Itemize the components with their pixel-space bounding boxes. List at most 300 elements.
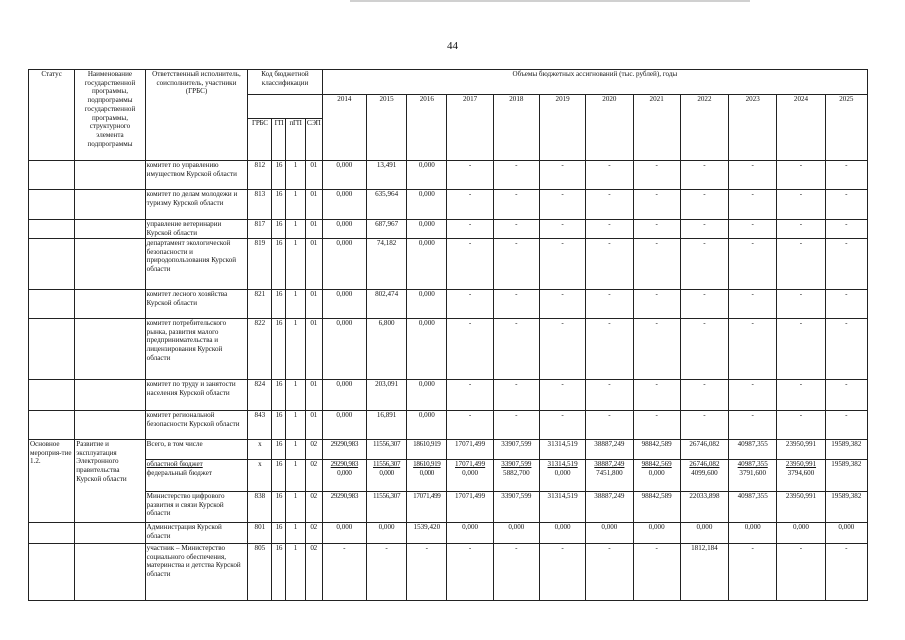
- value-cell: -: [493, 220, 539, 239]
- value-cell: 38887,249: [586, 492, 633, 523]
- value-cell: -: [586, 220, 633, 239]
- value-cell: 0,000: [680, 523, 728, 544]
- value-cell: 0,000: [322, 239, 366, 290]
- code-cell: 16: [272, 319, 286, 380]
- regional-value: 31314,519: [547, 460, 578, 468]
- value-cell: -: [729, 161, 777, 190]
- header-code-col: пГП: [286, 119, 305, 161]
- total-value: 98842,589: [633, 440, 680, 460]
- header-year: 2023: [729, 95, 777, 161]
- table-row: [29, 411, 868, 440]
- header-code-spacer: [248, 95, 322, 119]
- value-cell: -: [680, 190, 728, 220]
- regional-value: 29290,983: [330, 460, 359, 468]
- federal-value: 0,000: [554, 468, 571, 477]
- code-cell: 1: [286, 440, 305, 460]
- regional-value: 23950,991: [785, 460, 817, 468]
- value-cell: 74,182: [366, 239, 406, 290]
- value-cell: 0,000: [407, 380, 447, 411]
- status-cell: [29, 239, 75, 290]
- executor-cell: комитет лесного хозяйства Курской области: [145, 290, 248, 319]
- value-cell: 16,891: [366, 411, 406, 440]
- status-cell: [29, 523, 75, 544]
- code-cell: 01: [305, 380, 322, 411]
- total-value: 38887,249: [586, 440, 633, 460]
- code-cell: 1: [286, 492, 305, 523]
- value-cell: -: [825, 290, 867, 319]
- total-value: 18610,919: [407, 440, 447, 460]
- federal-value: 7451,800: [596, 468, 623, 477]
- name-cell: [75, 544, 145, 601]
- value-cell: 203,091: [366, 380, 406, 411]
- code-cell: 16: [272, 220, 286, 239]
- value-cell: 1812,184: [680, 544, 728, 601]
- regional-value: 17071,499: [455, 460, 486, 468]
- value-cell: -: [586, 290, 633, 319]
- federal-value: 0,000: [379, 468, 394, 477]
- budget-split-cell: [366, 460, 406, 492]
- value-cell: -: [825, 319, 867, 380]
- value-cell: -: [633, 411, 680, 440]
- value-cell: 23950,991: [777, 492, 825, 523]
- budget-split-cell: [633, 460, 680, 492]
- value-cell: 0,000: [633, 523, 680, 544]
- value-cell: 11556,307: [366, 492, 406, 523]
- value-cell: 0,000: [407, 161, 447, 190]
- table-row: [29, 544, 868, 601]
- value-cell: -: [407, 544, 447, 601]
- value-cell: -: [680, 220, 728, 239]
- code-cell: 16: [272, 190, 286, 220]
- code-cell: 824: [248, 380, 272, 411]
- code-cell: 805: [248, 544, 272, 601]
- code-cell: 16: [272, 523, 286, 544]
- value-cell: -: [586, 190, 633, 220]
- federal-value: 0,000: [419, 468, 435, 477]
- value-cell: -: [777, 190, 825, 220]
- code-cell: 1: [286, 190, 305, 220]
- code-cell: 16: [272, 492, 286, 523]
- code-cell: 01: [305, 220, 322, 239]
- header-year: 2021: [633, 95, 680, 161]
- code-cell: 01: [305, 161, 322, 190]
- code-cell: 1: [286, 460, 305, 492]
- code-cell: 01: [305, 290, 322, 319]
- value-cell: -: [729, 239, 777, 290]
- budget-split-row: [29, 460, 868, 492]
- federal-value: 0,000: [648, 468, 665, 477]
- regional-budget-label: областной бюджет: [146, 460, 203, 468]
- executor-cell: управление ветеринарии Курской области: [145, 220, 248, 239]
- value-cell: -: [777, 380, 825, 411]
- value-cell: -: [539, 190, 585, 220]
- value-cell: 17071,499: [407, 492, 447, 523]
- value-cell: -: [493, 190, 539, 220]
- header-year: 2025: [825, 95, 867, 161]
- code-cell: 02: [305, 544, 322, 601]
- budget-table: [28, 69, 868, 601]
- value-cell: -: [729, 220, 777, 239]
- name-cell: [75, 523, 145, 544]
- value-cell: -: [539, 220, 585, 239]
- value-cell: 0,000: [825, 523, 867, 544]
- value-cell: 0,000: [322, 290, 366, 319]
- value-cell: -: [777, 239, 825, 290]
- executor-cell: департамент экологической безопасности и природопользования Курской области: [145, 239, 248, 290]
- measure-total-row: [29, 440, 868, 460]
- header-year: 2019: [539, 95, 585, 161]
- value-cell: -: [493, 380, 539, 411]
- code-cell: 16: [272, 161, 286, 190]
- value-cell: -: [493, 290, 539, 319]
- name-cell: [75, 290, 145, 319]
- value-cell: -: [447, 190, 493, 220]
- executor-cell: комитет по управлению имуществом Курской области: [145, 161, 248, 190]
- value-cell: -: [825, 239, 867, 290]
- value-cell: 0,000: [366, 523, 406, 544]
- regional-value: 11556,307: [373, 460, 401, 468]
- code-cell: 1: [286, 290, 305, 319]
- value-cell: 6,800: [366, 319, 406, 380]
- code-cell: 02: [305, 460, 322, 492]
- value-cell: 0,000: [407, 290, 447, 319]
- federal-value: 5882,700: [503, 468, 530, 477]
- federal-value: 3794,600: [787, 468, 815, 477]
- value-cell: -: [493, 411, 539, 440]
- value-cell: 98842,589: [633, 492, 680, 523]
- executor-cell: Министерство цифрового развития и связи Курской области: [145, 492, 248, 523]
- header-status: Статус: [29, 70, 75, 161]
- status-cell: [29, 319, 75, 380]
- measure-status: Основное мероприя-тие 1.2.: [29, 440, 75, 523]
- regional-value: 26746,082: [689, 460, 720, 468]
- budget-split-cell: [729, 460, 777, 492]
- header-name: Наименование государственной программы, подпрограммы государственной программы, структурного элемента подпрограммы: [75, 70, 145, 161]
- code-cell: 813: [248, 190, 272, 220]
- header-year: 2024: [777, 95, 825, 161]
- code-cell: 01: [305, 319, 322, 380]
- value-cell: -: [539, 544, 585, 601]
- value-cell: 802,474: [366, 290, 406, 319]
- value-cell: -: [539, 319, 585, 380]
- value-cell: -: [777, 290, 825, 319]
- value-cell: -: [633, 290, 680, 319]
- value-cell: -: [447, 290, 493, 319]
- code-cell: 838: [248, 492, 272, 523]
- value-cell: 0,000: [777, 523, 825, 544]
- value-cell: -: [777, 319, 825, 380]
- budget-split-cell: [322, 460, 366, 492]
- code-cell: x: [248, 460, 272, 492]
- table-row: [29, 523, 868, 544]
- value-cell: -: [633, 161, 680, 190]
- value-cell: -: [539, 290, 585, 319]
- code-cell: 801: [248, 523, 272, 544]
- value-cell: -: [680, 239, 728, 290]
- total-value: 40987,355: [729, 440, 777, 460]
- code-cell: x: [248, 440, 272, 460]
- status-cell: [29, 161, 75, 190]
- total-value: 11556,307: [366, 440, 406, 460]
- value-cell: 0,000: [322, 523, 366, 544]
- value-cell: 1539,420: [407, 523, 447, 544]
- status-cell: [29, 411, 75, 440]
- code-cell: 02: [305, 492, 322, 523]
- value-cell: -: [825, 544, 867, 601]
- value-cell: -: [539, 380, 585, 411]
- code-cell: 1: [286, 523, 305, 544]
- measure-name: Развитие и эксплуатация Электронного правительства Курской области: [75, 440, 145, 523]
- table-row: [29, 239, 868, 290]
- value-cell: -: [825, 220, 867, 239]
- value-cell: -: [825, 190, 867, 220]
- code-cell: 01: [305, 190, 322, 220]
- total-value: 33907,599: [493, 440, 539, 460]
- value-cell: 0,000: [322, 190, 366, 220]
- regional-value: 19589,382: [831, 460, 862, 468]
- budget-split-cell: [680, 460, 728, 492]
- value-cell: 19589,382: [825, 492, 867, 523]
- header-year: 2022: [680, 95, 728, 161]
- value-cell: -: [539, 161, 585, 190]
- value-cell: -: [493, 161, 539, 190]
- total-value: 23950,991: [777, 440, 825, 460]
- code-cell: 1: [286, 544, 305, 601]
- federal-value: 3791,600: [739, 468, 766, 477]
- value-cell: -: [586, 239, 633, 290]
- value-cell: -: [447, 319, 493, 380]
- value-cell: -: [680, 161, 728, 190]
- header-code-group: Код бюджетной классификации: [248, 70, 322, 95]
- code-cell: 1: [286, 411, 305, 440]
- budget-split-cell: [407, 460, 447, 492]
- budget-split-cell: [493, 460, 539, 492]
- value-cell: 0,000: [407, 239, 447, 290]
- code-cell: 16: [272, 460, 286, 492]
- header-year: 2020: [586, 95, 633, 161]
- value-cell: -: [539, 411, 585, 440]
- value-cell: -: [586, 380, 633, 411]
- value-cell: 31314,519: [539, 492, 585, 523]
- budget-split-cell: [586, 460, 633, 492]
- value-cell: -: [680, 319, 728, 380]
- value-cell: -: [539, 239, 585, 290]
- value-cell: 0,000: [322, 411, 366, 440]
- value-cell: -: [777, 220, 825, 239]
- page-number: 44: [447, 40, 458, 52]
- header-year: 2018: [493, 95, 539, 161]
- value-cell: 0,000: [586, 523, 633, 544]
- value-cell: 0,000: [407, 190, 447, 220]
- value-cell: -: [586, 161, 633, 190]
- table-row: [29, 220, 868, 239]
- header-row-1: [29, 70, 868, 95]
- code-cell: 16: [272, 380, 286, 411]
- code-cell: 16: [272, 411, 286, 440]
- code-cell: 16: [272, 440, 286, 460]
- scan-artifact-line: [350, 0, 750, 2]
- value-cell: -: [586, 411, 633, 440]
- executor-cell: комитет региональной безопасности Курской области: [145, 411, 248, 440]
- code-cell: 812: [248, 161, 272, 190]
- code-cell: 1: [286, 319, 305, 380]
- header-code-col: ГП: [272, 119, 286, 161]
- total-value: 17071,499: [447, 440, 493, 460]
- value-cell: -: [729, 319, 777, 380]
- executor-cell: комитет по труду и занятости населения Курской области: [145, 380, 248, 411]
- total-label: Всего, в том числе: [145, 440, 248, 460]
- name-cell: [75, 161, 145, 190]
- header-year: 2017: [447, 95, 493, 161]
- regional-value: 40987,355: [737, 460, 768, 468]
- code-cell: 819: [248, 239, 272, 290]
- value-cell: 0,000: [322, 380, 366, 411]
- executor-cell: Администрация Курской области: [145, 523, 248, 544]
- regional-value: 98842,569: [641, 460, 672, 468]
- status-cell: [29, 220, 75, 239]
- code-cell: 02: [305, 523, 322, 544]
- code-cell: 1: [286, 220, 305, 239]
- value-cell: 635,964: [366, 190, 406, 220]
- value-cell: 687,967: [366, 220, 406, 239]
- total-value: 29290,983: [322, 440, 366, 460]
- code-cell: 02: [305, 440, 322, 460]
- value-cell: -: [447, 239, 493, 290]
- value-cell: -: [447, 380, 493, 411]
- budget-split-cell: [777, 460, 825, 492]
- executor-cell: участник – Министерство социального обеспечения, материнства и детства Курской области: [145, 544, 248, 601]
- budget-split-cell: [539, 460, 585, 492]
- value-cell: -: [447, 411, 493, 440]
- header-year: 2016: [407, 95, 447, 161]
- federal-value: 4099,600: [691, 468, 718, 477]
- name-cell: [75, 220, 145, 239]
- code-cell: 16: [272, 544, 286, 601]
- value-cell: 40987,355: [729, 492, 777, 523]
- regional-value: 33907,599: [501, 460, 532, 468]
- value-cell: -: [633, 380, 680, 411]
- total-value: 19589,382: [825, 440, 867, 460]
- status-cell: [29, 290, 75, 319]
- value-cell: 0,000: [729, 523, 777, 544]
- value-cell: 33907,599: [493, 492, 539, 523]
- total-value: 31314,519: [539, 440, 585, 460]
- value-cell: -: [493, 239, 539, 290]
- value-cell: -: [633, 220, 680, 239]
- status-cell: [29, 380, 75, 411]
- code-cell: 843: [248, 411, 272, 440]
- executor-cell: комитет по делам молодежи и туризму Курской области: [145, 190, 248, 220]
- value-cell: 0,000: [322, 161, 366, 190]
- header-code-col: СЭП: [305, 119, 322, 161]
- value-cell: -: [586, 544, 633, 601]
- value-cell: -: [729, 411, 777, 440]
- value-cell: -: [777, 161, 825, 190]
- value-cell: -: [680, 290, 728, 319]
- value-cell: 0,000: [447, 523, 493, 544]
- status-cell: [29, 190, 75, 220]
- value-cell: 0,000: [322, 220, 366, 239]
- header-year: 2014: [322, 95, 366, 161]
- value-cell: -: [729, 290, 777, 319]
- name-cell: [75, 319, 145, 380]
- budget-labels: [145, 460, 248, 492]
- value-cell: -: [777, 544, 825, 601]
- value-cell: -: [633, 319, 680, 380]
- value-cell: -: [493, 544, 539, 601]
- name-cell: [75, 190, 145, 220]
- value-cell: -: [825, 161, 867, 190]
- value-cell: 0,000: [493, 523, 539, 544]
- value-cell: -: [366, 544, 406, 601]
- header-code-col: ГРБС: [248, 119, 272, 161]
- value-cell: -: [825, 411, 867, 440]
- value-cell: -: [729, 380, 777, 411]
- name-cell: [75, 411, 145, 440]
- value-cell: -: [633, 544, 680, 601]
- value-cell: -: [447, 161, 493, 190]
- value-cell: -: [493, 319, 539, 380]
- code-cell: 16: [272, 239, 286, 290]
- value-cell: 0,000: [407, 220, 447, 239]
- value-cell: 0,000: [407, 411, 447, 440]
- table-row: [29, 161, 868, 190]
- value-cell: 13,491: [366, 161, 406, 190]
- value-cell: -: [447, 544, 493, 601]
- code-cell: 16: [272, 290, 286, 319]
- value-cell: -: [729, 544, 777, 601]
- code-cell: 01: [305, 411, 322, 440]
- regional-value: 38887,249: [594, 460, 625, 468]
- code-cell: 817: [248, 220, 272, 239]
- value-cell: -: [447, 220, 493, 239]
- federal-value: 0,000: [462, 468, 479, 477]
- budget-split-cell: [825, 460, 867, 492]
- table-row: [29, 190, 868, 220]
- table-row: [29, 492, 868, 523]
- value-cell: 17071,499: [447, 492, 493, 523]
- code-cell: 01: [305, 239, 322, 290]
- code-cell: 821: [248, 290, 272, 319]
- value-cell: 0,000: [407, 319, 447, 380]
- value-cell: -: [680, 411, 728, 440]
- total-value: 26746,082: [680, 440, 728, 460]
- header-volumes: Объемы бюджетных ассигнований (тыс. рублей), годы: [322, 70, 867, 95]
- value-cell: 22033,898: [680, 492, 728, 523]
- header-responsible: Ответственный исполнитель, соисполнитель, участники (ГРБС): [145, 70, 248, 161]
- name-cell: [75, 239, 145, 290]
- name-cell: [75, 380, 145, 411]
- status-cell: [29, 544, 75, 601]
- value-cell: -: [633, 239, 680, 290]
- value-cell: 0,000: [322, 319, 366, 380]
- value-cell: 0,000: [539, 523, 585, 544]
- table-row: [29, 380, 868, 411]
- federal-budget-label: федеральный бюджет: [146, 468, 212, 477]
- table-row: [29, 290, 868, 319]
- regional-value: 18610,919: [413, 460, 441, 468]
- value-cell: -: [777, 411, 825, 440]
- value-cell: -: [729, 190, 777, 220]
- value-cell: -: [586, 319, 633, 380]
- federal-value: 0,000: [337, 468, 352, 477]
- value-cell: 29290,983: [322, 492, 366, 523]
- value-cell: -: [680, 380, 728, 411]
- code-cell: 822: [248, 319, 272, 380]
- table-row: [29, 319, 868, 380]
- code-cell: 1: [286, 161, 305, 190]
- value-cell: -: [322, 544, 366, 601]
